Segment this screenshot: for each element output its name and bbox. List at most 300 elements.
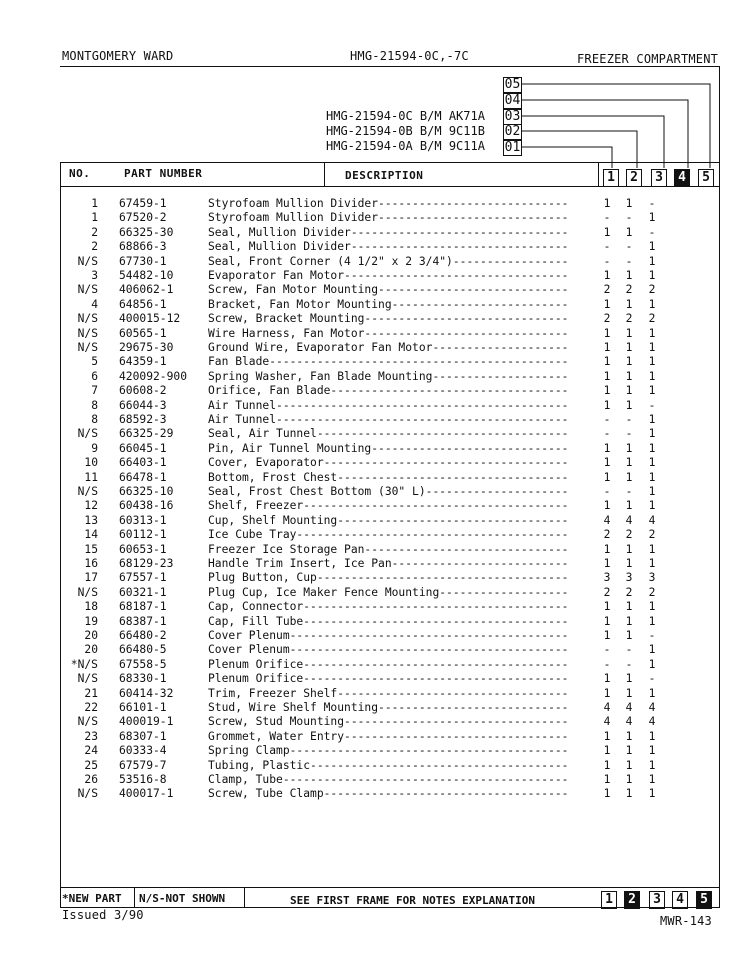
section-title: FREEZER COMPARTMENT <box>577 52 719 66</box>
row-item-number: 11 <box>84 470 98 484</box>
row-item-number: 7 <box>91 384 98 398</box>
row-qty-col-1: 4 <box>603 715 611 729</box>
row-part-number: 68187-1 <box>119 600 167 614</box>
row-description: Plug Button, Cup------------------------------------- <box>208 571 569 585</box>
row-qty-col-1: - <box>603 254 611 268</box>
row-qty-col-2: 1 <box>625 729 633 743</box>
row-qty-col-3: 1 <box>648 355 656 369</box>
column-number: 2 <box>626 169 642 187</box>
row-item-number: 21 <box>84 686 98 700</box>
row-item-number: 5 <box>91 355 98 369</box>
row-qty-col-3: - <box>648 225 656 239</box>
table-row <box>0 427 750 441</box>
row-qty-col-3: - <box>648 197 656 210</box>
row-qty-col-3: 1 <box>648 643 656 657</box>
header-divider <box>598 162 599 186</box>
row-description: Seal, Front Corner (4 1/2" x 2 3/4")----------------- <box>208 254 569 268</box>
row-part-number: 68307-1 <box>119 729 167 743</box>
row-qty-col-1: 1 <box>603 686 611 700</box>
table-row <box>0 759 750 773</box>
row-qty-col-3: 1 <box>648 657 656 671</box>
revision-code: 05 <box>504 77 521 92</box>
row-item-number: N/S <box>77 254 98 268</box>
footer-bottom-rule <box>60 907 720 908</box>
row-part-number: 66045-1 <box>119 441 167 455</box>
row-qty-col-3: 1 <box>648 542 656 556</box>
table-row <box>0 672 750 686</box>
revision-code: 02 <box>504 124 521 139</box>
revision-code: 04 <box>504 93 521 108</box>
row-qty-col-2: 1 <box>625 355 633 369</box>
row-part-number: 54482-10 <box>119 269 174 282</box>
row-description: Pin, Air Tunnel Mounting----------------------------- <box>208 441 569 455</box>
row-item-number: N/S <box>77 283 98 297</box>
row-description: Handle Trim Insert, Ice Pan-------------------------- <box>208 557 569 570</box>
model-line: HMG-21594-0A B/M 9C11A <box>326 139 485 153</box>
row-part-number: 60608-2 <box>119 384 167 398</box>
model-line: HMG-21594-0C B/M AK71A <box>326 109 485 123</box>
table-row <box>0 370 750 384</box>
table-row <box>0 240 750 254</box>
row-qty-col-1: 1 <box>603 470 611 484</box>
row-qty-col-2: - <box>625 643 633 657</box>
table-row <box>0 744 750 758</box>
row-part-number: 400015-12 <box>119 312 181 326</box>
row-qty-col-3: 1 <box>648 413 656 426</box>
row-qty-col-1: - <box>603 643 611 657</box>
column-number: 1 <box>601 891 617 909</box>
row-qty-col-3: 1 <box>648 686 656 700</box>
footer-divider <box>244 887 245 907</box>
row-description: Shelf, Freezer--------------------------------------- <box>208 499 569 513</box>
row-description: Bottom, Frost Chest---------------------------------- <box>208 470 569 484</box>
row-item-number: *N/S <box>70 657 98 671</box>
row-item-number: 22 <box>84 701 98 714</box>
table-row <box>0 255 750 269</box>
row-description: Screw, Fan Motor Mounting---------------------------- <box>208 283 569 297</box>
row-description: Ice Cube Tray---------------------------------------- <box>208 528 569 542</box>
row-qty-col-1: 1 <box>603 456 611 470</box>
row-qty-col-1: 1 <box>603 629 611 642</box>
table-row <box>0 327 750 341</box>
row-qty-col-3: 2 <box>648 585 656 599</box>
table-row <box>0 787 750 801</box>
row-qty-col-2: 3 <box>625 571 633 585</box>
page-code: MWR-143 <box>660 914 712 928</box>
row-part-number: 66480-2 <box>119 629 167 642</box>
row-description: Trim, Freezer Shelf---------------------------------- <box>208 686 569 700</box>
row-qty-col-2: 1 <box>625 499 633 513</box>
column-number: 5 <box>696 891 712 909</box>
row-description: Plenum Orifice--------------------------------------- <box>208 657 569 671</box>
row-part-number: 67459-1 <box>119 197 167 210</box>
row-description: Air Tunnel------------------------------------------- <box>208 398 569 412</box>
row-qty-col-1: 2 <box>603 312 611 326</box>
row-qty-col-2: 4 <box>625 701 633 714</box>
row-part-number: 60565-1 <box>119 326 167 340</box>
row-part-number: 68387-1 <box>119 614 167 628</box>
row-qty-col-3: 1 <box>648 773 656 786</box>
row-part-number: 420092-900 <box>119 369 188 383</box>
row-item-number: 8 <box>91 398 98 412</box>
row-qty-col-2: 2 <box>625 585 633 599</box>
column-number: 3 <box>651 169 667 187</box>
row-part-number: 66325-30 <box>119 225 174 239</box>
row-description: Seal, Frost Chest Bottom (30" L)--------------------- <box>208 485 569 498</box>
row-qty-col-1: 1 <box>603 758 611 772</box>
row-qty-col-3: 1 <box>648 254 656 268</box>
row-qty-col-1: - <box>603 413 611 426</box>
row-part-number: 60438-16 <box>119 499 174 513</box>
row-description: Seal, Mullion Divider-------------------------------- <box>208 240 569 254</box>
row-qty-col-3: 1 <box>648 600 656 614</box>
column-number: 3 <box>649 891 665 909</box>
row-item-number: 19 <box>84 614 98 628</box>
parts-table-body <box>0 197 750 817</box>
row-qty-col-2: 1 <box>625 269 633 282</box>
row-qty-col-1: 1 <box>603 197 611 210</box>
row-part-number: 400019-1 <box>119 715 174 729</box>
row-item-number: 12 <box>84 499 98 513</box>
row-qty-col-3: 4 <box>648 715 656 729</box>
row-qty-col-1: 1 <box>603 744 611 758</box>
row-part-number: 67579-7 <box>119 758 167 772</box>
row-qty-col-2: 1 <box>625 542 633 556</box>
row-qty-col-3: 1 <box>648 384 656 398</box>
row-item-number: 24 <box>84 744 98 758</box>
footnote-notes: SEE FIRST FRAME FOR NOTES EXPLANATION <box>290 894 536 907</box>
row-part-number: 66403-1 <box>119 456 167 470</box>
row-description: Screw, Tube Clamp------------------------------------ <box>208 787 569 801</box>
footnote-new-part: *NEW PART <box>62 892 122 905</box>
row-qty-col-2: 1 <box>625 470 633 484</box>
table-row <box>0 298 750 312</box>
table-row <box>0 730 750 744</box>
column-number: 4 <box>672 891 688 909</box>
table-row <box>0 528 750 542</box>
row-qty-col-1: - <box>603 657 611 671</box>
row-qty-col-3: 1 <box>648 269 656 282</box>
row-qty-col-1: 1 <box>603 542 611 556</box>
table-row <box>0 643 750 657</box>
row-qty-col-1: 4 <box>603 513 611 527</box>
row-description: Bracket, Fan Motor Mounting-------------------------- <box>208 297 569 311</box>
row-qty-col-2: - <box>625 254 633 268</box>
row-part-number: 68592-3 <box>119 413 167 426</box>
row-qty-col-3: 1 <box>648 211 656 225</box>
row-qty-col-2: 1 <box>625 398 633 412</box>
row-qty-col-2: 2 <box>625 283 633 297</box>
row-item-number: N/S <box>77 787 98 801</box>
row-qty-col-3: 1 <box>648 729 656 743</box>
row-item-number: 9 <box>91 441 98 455</box>
row-qty-col-3: 1 <box>648 499 656 513</box>
row-description: Stud, Wire Shelf Mounting---------------------------- <box>208 701 569 714</box>
row-qty-col-1: 1 <box>603 297 611 311</box>
row-qty-col-1: 3 <box>603 571 611 585</box>
row-item-number: 20 <box>84 643 98 657</box>
row-item-number: N/S <box>77 341 98 354</box>
row-qty-col-2: 1 <box>625 557 633 570</box>
row-qty-col-2: 1 <box>625 600 633 614</box>
row-qty-col-1: - <box>603 240 611 254</box>
revision-code: 01 <box>504 140 521 155</box>
row-qty-col-3: 1 <box>648 240 656 254</box>
row-part-number: 64856-1 <box>119 297 167 311</box>
row-qty-col-2: 1 <box>625 441 633 455</box>
row-part-number: 29675-30 <box>119 341 174 354</box>
row-qty-col-2: 1 <box>625 672 633 686</box>
row-qty-col-1: 1 <box>603 614 611 628</box>
table-row <box>0 557 750 571</box>
column-number: 1 <box>603 169 619 187</box>
row-qty-col-3: - <box>648 672 656 686</box>
row-qty-col-1: 1 <box>603 355 611 369</box>
row-qty-col-2: 1 <box>625 384 633 398</box>
row-qty-col-1: 1 <box>603 499 611 513</box>
row-part-number: 67730-1 <box>119 254 167 268</box>
row-qty-col-3: 1 <box>648 614 656 628</box>
row-item-number: 2 <box>91 240 98 254</box>
row-description: Screw, Bracket Mounting------------------------------ <box>208 312 569 326</box>
row-qty-col-3: 2 <box>648 312 656 326</box>
row-qty-col-2: 1 <box>625 744 633 758</box>
row-item-number: 20 <box>84 629 98 642</box>
table-row <box>0 355 750 369</box>
row-qty-col-3: - <box>648 629 656 642</box>
row-qty-col-3: 1 <box>648 441 656 455</box>
row-part-number: 68866-3 <box>119 240 167 254</box>
row-part-number: 60321-1 <box>119 585 167 599</box>
footnote-not-shown: N/S-NOT SHOWN <box>139 892 226 905</box>
row-qty-col-2: 2 <box>625 528 633 542</box>
row-description: Seal, Air Tunnel------------------------------------- <box>208 427 569 441</box>
row-qty-col-2: 2 <box>625 312 633 326</box>
row-item-number: 8 <box>91 413 98 426</box>
row-part-number: 60112-1 <box>119 528 167 542</box>
row-item-number: 18 <box>84 600 98 614</box>
table-row <box>0 571 750 585</box>
row-qty-col-2: - <box>625 413 633 426</box>
row-item-number: 14 <box>84 528 98 542</box>
row-description: Air Tunnel------------------------------------------- <box>208 413 569 426</box>
column-number: 4 <box>674 169 690 187</box>
table-row <box>0 701 750 715</box>
row-item-number: N/S <box>77 485 98 498</box>
row-description: Grommet, Water Entry--------------------------------- <box>208 729 569 743</box>
row-qty-col-3: 1 <box>648 744 656 758</box>
row-qty-col-1: 1 <box>603 341 611 354</box>
row-qty-col-3: 4 <box>648 513 656 527</box>
row-qty-col-1: 1 <box>603 773 611 786</box>
row-qty-col-3: 1 <box>648 456 656 470</box>
row-description: Seal, Mullion Divider-------------------------------- <box>208 225 569 239</box>
row-part-number: 66044-3 <box>119 398 167 412</box>
row-description: Ground Wire, Evaporator Fan Motor-------------------- <box>208 341 569 354</box>
row-qty-col-2: 1 <box>625 773 633 786</box>
table-row <box>0 629 750 643</box>
row-qty-col-3: 3 <box>648 571 656 585</box>
table-row <box>0 586 750 600</box>
row-description: Cover Plenum----------------------------------------- <box>208 629 569 642</box>
header-part-number: PART NUMBER <box>124 167 203 180</box>
row-qty-col-1: 1 <box>603 225 611 239</box>
row-item-number: 4 <box>91 297 98 311</box>
row-qty-col-1: 2 <box>603 283 611 297</box>
row-qty-col-2: 1 <box>625 686 633 700</box>
row-qty-col-2: 1 <box>625 614 633 628</box>
table-row <box>0 269 750 283</box>
row-qty-col-2: 4 <box>625 513 633 527</box>
row-qty-col-2: - <box>625 427 633 441</box>
row-description: Spring Clamp----------------------------------------- <box>208 744 569 758</box>
row-qty-col-2: 1 <box>625 787 633 801</box>
row-description: Plenum Orifice--------------------------------------- <box>208 672 569 686</box>
row-item-number: N/S <box>77 672 98 686</box>
table-row <box>0 773 750 787</box>
row-part-number: 53516-8 <box>119 773 167 786</box>
row-part-number: 60333-4 <box>119 744 167 758</box>
table-row <box>0 399 750 413</box>
table-row <box>0 384 750 398</box>
table-row <box>0 600 750 614</box>
row-qty-col-3: 4 <box>648 701 656 714</box>
row-description: Plug Cup, Ice Maker Fence Mounting------------------- <box>208 585 569 599</box>
row-item-number: N/S <box>77 312 98 326</box>
row-part-number: 64359-1 <box>119 355 167 369</box>
row-description: Cap, Fill Tube--------------------------------------- <box>208 614 569 628</box>
row-qty-col-1: 1 <box>603 672 611 686</box>
row-qty-col-1: 4 <box>603 701 611 714</box>
row-item-number: 10 <box>84 456 98 470</box>
table-row <box>0 197 750 211</box>
row-item-number: 17 <box>84 571 98 585</box>
issued-date: Issued 3/90 <box>62 908 144 922</box>
row-item-number: 25 <box>84 758 98 772</box>
table-row <box>0 312 750 326</box>
row-part-number: 60313-1 <box>119 513 167 527</box>
row-item-number: 26 <box>84 773 98 786</box>
header-divider <box>324 162 325 186</box>
row-qty-col-1: 1 <box>603 384 611 398</box>
row-qty-col-2: - <box>625 240 633 254</box>
row-description: Styrofoam Mullion Divider---------------------------- <box>208 211 569 225</box>
row-qty-col-3: 2 <box>648 528 656 542</box>
table-header-bottom-rule <box>60 186 720 187</box>
row-qty-col-1: - <box>603 211 611 225</box>
table-row <box>0 499 750 513</box>
row-item-number: 15 <box>84 542 98 556</box>
row-qty-col-3: 2 <box>648 283 656 297</box>
header-no: NO. <box>69 167 91 180</box>
row-item-number: 16 <box>84 557 98 570</box>
row-qty-col-1: 1 <box>603 557 611 570</box>
row-qty-col-1: 1 <box>603 398 611 412</box>
row-item-number: 1 <box>91 197 98 210</box>
table-row <box>0 658 750 672</box>
row-qty-col-3: 1 <box>648 326 656 340</box>
row-description: Cover Plenum----------------------------------------- <box>208 643 569 657</box>
row-part-number: 66480-5 <box>119 643 167 657</box>
table-row <box>0 514 750 528</box>
row-item-number: N/S <box>77 326 98 340</box>
table-row <box>0 442 750 456</box>
table-row <box>0 283 750 297</box>
row-qty-col-1: 1 <box>603 600 611 614</box>
table-row <box>0 341 750 355</box>
row-qty-col-2: 1 <box>625 341 633 354</box>
row-qty-col-2: 1 <box>625 326 633 340</box>
row-item-number: 6 <box>91 369 98 383</box>
table-row <box>0 543 750 557</box>
row-qty-col-2: 1 <box>625 456 633 470</box>
row-qty-col-3: 1 <box>648 758 656 772</box>
revision-code: 03 <box>504 109 521 124</box>
row-description: Fan Blade-------------------------------------------- <box>208 355 569 369</box>
row-qty-col-2: 4 <box>625 715 633 729</box>
footer-divider <box>134 887 135 907</box>
row-part-number: 60414-32 <box>119 686 174 700</box>
row-part-number: 67558-5 <box>119 657 167 671</box>
table-header-top-rule <box>60 162 720 163</box>
row-qty-col-1: 1 <box>603 729 611 743</box>
brand-name: MONTGOMERY WARD <box>62 49 174 63</box>
row-description: Cover, Evaporator------------------------------------ <box>208 456 569 470</box>
header-description: DESCRIPTION <box>345 169 424 182</box>
row-item-number: N/S <box>77 427 98 441</box>
row-item-number: 2 <box>91 225 98 239</box>
row-qty-col-1: 2 <box>603 585 611 599</box>
model-number: HMG-21594-0C,-7C <box>350 49 469 63</box>
row-qty-col-2: - <box>625 211 633 225</box>
row-description: Wire Harness, Fan Motor------------------------------ <box>208 326 569 340</box>
row-item-number: 13 <box>84 513 98 527</box>
row-part-number: 68330-1 <box>119 672 167 686</box>
row-qty-col-1: - <box>603 427 611 441</box>
row-qty-col-1: 2 <box>603 528 611 542</box>
row-part-number: 60653-1 <box>119 542 167 556</box>
table-row <box>0 471 750 485</box>
row-part-number: 66325-29 <box>119 427 174 441</box>
row-description: Freezer Ice Storage Pan------------------------------ <box>208 542 569 556</box>
model-line: HMG-21594-0B B/M 9C11B <box>326 124 485 138</box>
row-item-number: 3 <box>91 269 98 282</box>
row-qty-col-2: 1 <box>625 225 633 239</box>
row-qty-col-2: - <box>625 657 633 671</box>
row-qty-col-2: 1 <box>625 629 633 642</box>
row-qty-col-3: 1 <box>648 557 656 570</box>
row-qty-col-2: 1 <box>625 197 633 210</box>
table-row <box>0 413 750 427</box>
row-item-number: N/S <box>77 715 98 729</box>
row-item-number: 1 <box>91 211 98 225</box>
row-part-number: 66101-1 <box>119 701 167 714</box>
row-part-number: 67557-1 <box>119 571 167 585</box>
table-row <box>0 456 750 470</box>
row-description: Evaporator Fan Motor--------------------------------- <box>208 269 569 282</box>
row-description: Tubing, Plastic-------------------------------------- <box>208 758 569 772</box>
row-qty-col-1: 1 <box>603 326 611 340</box>
row-qty-col-3: 1 <box>648 427 656 441</box>
row-qty-col-2: - <box>625 485 633 498</box>
table-row <box>0 226 750 240</box>
table-row <box>0 615 750 629</box>
row-qty-col-1: - <box>603 485 611 498</box>
row-part-number: 68129-23 <box>119 557 174 570</box>
row-description: Screw, Stud Mounting--------------------------------- <box>208 715 569 729</box>
row-qty-col-1: 1 <box>603 369 611 383</box>
row-part-number: 66325-10 <box>119 485 174 498</box>
